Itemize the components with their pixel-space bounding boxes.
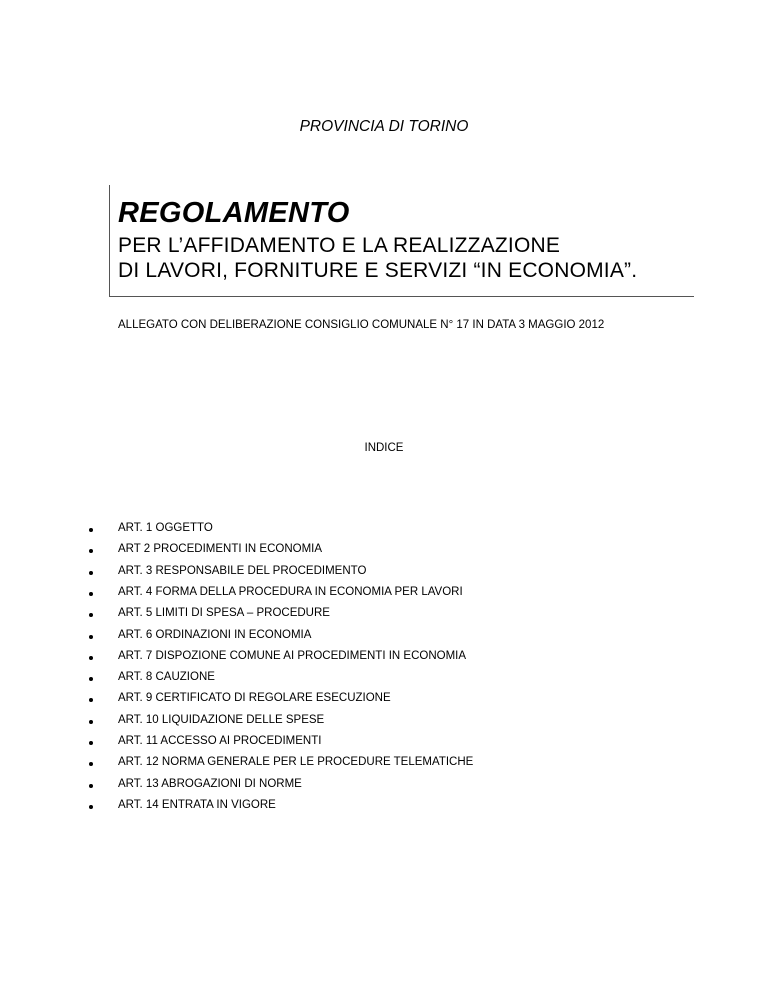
index-item-label: ART. 10 LIQUIDAZIONE DELLE SPESE (118, 713, 325, 726)
bullet-icon (89, 571, 93, 575)
index-item-label: ART. 1 OGGETTO (118, 522, 213, 534)
bullet-icon (89, 805, 93, 809)
index-item-label: ART. 14 ENTRATA IN VIGORE (118, 798, 276, 811)
attachment-note: ALLEGATO CON DELIBERAZIONE CONSIGLIO COMUNALE N° 17 IN DATA 3 MAGGIO 2012 (118, 319, 605, 331)
title-block (109, 185, 694, 297)
index-heading: INDICE (364, 442, 404, 454)
document-subtitle-line-1: PER L’AFFIDAMENTO E LA REALIZZAZIONE (118, 234, 561, 257)
index-item-label: ART. 3 RESPONSABILE DEL PROCEDIMENTO (118, 564, 367, 577)
index-list-item (0, 714, 700, 730)
bullet-icon (89, 698, 93, 702)
index-item-label: ART. 11 ACCESSO AI PROCEDIMENTI (118, 735, 322, 747)
index-list-item (0, 586, 700, 602)
index-list-item (0, 671, 700, 687)
index-item-label: ART. 7 DISPOZIONE COMUNE AI PROCEDIMENTI IN ECONOMIA (118, 649, 467, 662)
index-list-item (0, 629, 700, 645)
index-list-item (0, 650, 700, 666)
index-list-item (0, 522, 700, 538)
index-list-item (0, 543, 700, 559)
index-list-item (0, 692, 700, 708)
index-item-label: ART. 4 FORMA DELLA PROCEDURA IN ECONOMIA PER LAVORI (118, 585, 463, 598)
bullet-icon (89, 613, 93, 617)
bullet-icon (89, 784, 93, 788)
document-title: REGOLAMENTO (118, 197, 350, 229)
province-heading: PROVINCIA DI TORINO (299, 118, 469, 135)
index-item-label: ART. 13 ABROGAZIONI DI NORME (118, 777, 302, 790)
index-item-label: ART. 5 LIMITI DI SPESA – PROCEDURE (118, 607, 330, 620)
index-list-item (0, 607, 700, 623)
index-item-label: ART. 9 CERTIFICATO DI REGOLARE ESECUZIONE (118, 692, 391, 705)
index-list-item (0, 778, 700, 794)
bullet-icon (89, 549, 93, 553)
index-list-item (0, 756, 700, 772)
document-subtitle-line-2: DI LAVORI, FORNITURE E SERVIZI “IN ECONOMIA”. (118, 259, 638, 282)
index-list-item (0, 565, 700, 581)
bullet-icon (89, 592, 93, 596)
index-list-item (0, 735, 700, 751)
index-list-item (0, 799, 700, 815)
bullet-icon (89, 762, 93, 766)
index-item-label: ART. 12 NORMA GENERALE PER LE PROCEDURE TELEMATICHE (118, 756, 474, 769)
index-item-label: ART 2 PROCEDIMENTI IN ECONOMIA (118, 543, 323, 556)
bullet-icon (89, 635, 93, 639)
index-item-label: ART. 6 ORDINAZIONI IN ECONOMIA (118, 628, 312, 641)
bullet-icon (89, 720, 93, 724)
index-item-label: ART. 8 CAUZIONE (118, 671, 215, 684)
bullet-icon (89, 528, 93, 532)
bullet-icon (89, 677, 93, 681)
bullet-icon (89, 656, 93, 660)
bullet-icon (89, 741, 93, 745)
